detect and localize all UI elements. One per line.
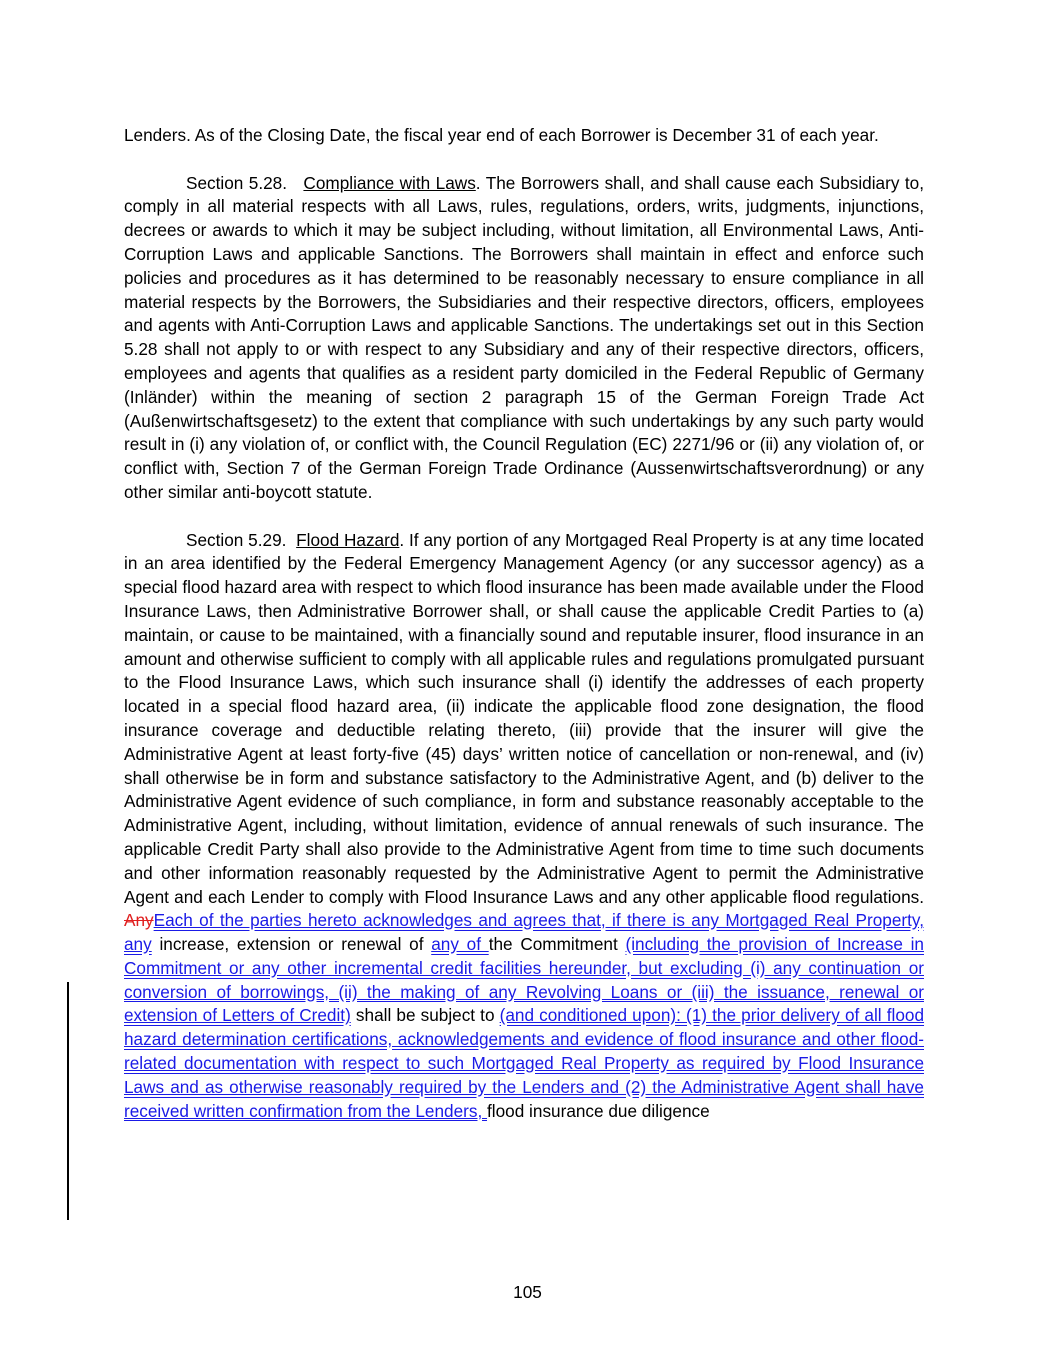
- revision-change-bar: [67, 982, 69, 1220]
- section-5-29-text: flood insurance due diligence: [487, 1100, 710, 1121]
- section-5-29-text: shall be subject to: [350, 1005, 500, 1026]
- document-body: [124, 124, 924, 1123]
- section-5-29-body: . If any portion of any Mortgaged Real Property is at any time located in an area identified by the Federal Emergency Management Agency (or any successor agency) as a special flood hazard area with respect to which flood insurance has been made available under the Flood Insurance Laws, then Administrative Borrower shall, or shall cause the applicable Credit Parties to (a) maintain, or cause to be maintained, with a financially sound and reputable insurer, flood insurance in an amount and otherwise sufficient to comply with all applicable rules and regulations promulgated pursuant to the Flood Insurance Laws, which such insurance shall (i) identify the addresses of each property located in a special flood hazard area, (ii) indicate the applicable flood zone designation, the flood insurance coverage and deductible relating thereto, (iii) provide that the insurer will give the Administrative Agent at least forty-five (45) days’ written notice of cancellation or non-renewal, and (iv) shall otherwise be in form and substance satisfactory to the Administrative Agent, and (b) deliver to the Administrative Agent evidence of such compliance, in form and substance reasonably acceptable to the Administrative Agent, including, without limitation, evidence of annual renewals of such insurance. The applicable Credit Party shall also provide to the Administrative Agent from time to time such documents and other information reasonably requested by the Administrative Agent to permit the Administrative Agent and each Lender to comply with Flood Insurance Laws and any other applicable flood regulations.: [124, 529, 924, 907]
- deleted-text: Any: [124, 910, 154, 931]
- section-5-28-number: Section 5.28.: [186, 172, 288, 193]
- paragraph-lenders: Lenders. As of the Closing Date, the fiscal year end of each Borrower is December 31 of each year.: [124, 125, 879, 145]
- section-5-29-text: the Commitment: [488, 934, 626, 955]
- page-number: 105: [513, 1282, 542, 1302]
- inserted-text: (including the provision of Increase in Commitment or any other incremental credit facilities hereunder, but excluding (i) any continuation or conversion of borrowings, (ii) the making of any Revolving Loans or (iii) the issuance, renewal or extension of Letters of Credit): [124, 934, 924, 1026]
- section-5-28: [124, 172, 924, 505]
- section-5-29-number: Section 5.29.: [186, 529, 287, 550]
- inserted-text: Each of the parties hereto acknowledges and agrees that, if there is any Mortgaged Real Property, any: [124, 910, 924, 955]
- section-5-28-body: . The Borrowers shall, and shall cause each Subsidiary to, comply in all material respects with all Laws, rules, regulations, orders, writs, judgments, injunctions, decrees or awards to which it may be subject including, without limitation, all Environmental Laws, Anti-Corruption Laws and applicable Sanctions. The Borrowers shall maintain in effect and enforce such policies and procedures as it has determined to be reasonably necessary to ensure compliance in all material respects by the Borrowers, the Subsidiaries and their respective directors, officers, employees and agents with Anti-Corruption Laws and applicable Sanctions. The undertakings set out in this Section 5.28 shall not apply to or with respect to any Subsidiary and any of their respective directors, officers, employees and agents that qualifies as a resident party domiciled in the Federal Republic of Germany (Inländer) within the meaning of section 2 paragraph 15 of the German Foreign Trade Act (Außenwirtschaftsgesetz) to the extent that compliance with such undertakings by any such party would result in (i) any violation of, or conflict with, the Council Regulation (EC) 2271/96 or (ii) any violation of, or conflict with, Section 7 of the German Foreign Trade Ordinance (Aussenwirtschaftsverordnung) or any other similar anti-boycott statute.: [124, 172, 924, 502]
- section-5-29: [124, 529, 924, 1124]
- section-5-29-text: increase, extension or renewal of: [151, 934, 432, 955]
- section-5-28-title: Compliance with Laws: [303, 172, 476, 193]
- inserted-text: any of: [431, 934, 489, 955]
- section-5-29-title: Flood Hazard: [296, 529, 400, 550]
- inserted-text: (and conditioned upon): (1) the prior delivery of all flood hazard determination certifications, acknowledgements and evidence of flood insurance and other flood-related documentation with respect to such Mortgaged Real Property as required by Flood Insurance Laws and as otherwise reasonably required by the Lenders and (2) the Administrative Agent shall have received written confirmation from the Lenders,: [124, 1005, 925, 1121]
